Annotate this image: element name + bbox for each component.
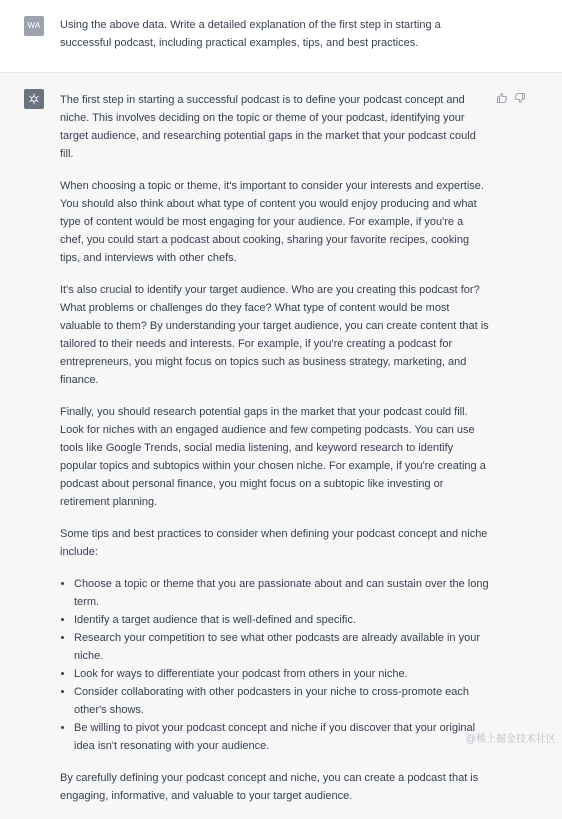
user-avatar: WA [24,16,44,36]
response-paragraph-1: The first step in starting a successful podcast is to define your podcast concept and niche. This involves deciding on the topic or theme of your podcast, identifying your target audience, and researching potential gaps in the market that your podcast could fill. [60,94,476,160]
list-item: • Look for ways to differentiate your podcast from others in your niche. [74,665,490,683]
assistant-avatar [24,89,44,109]
list-item: • Identify a target audience that is well-defined and specific. [74,611,490,629]
list-item: • Consider collaborating with other podcasters in your niche to cross-promote each other's shows. [74,683,490,719]
response-paragraph-5: Some tips and best practices to consider when defining your podcast concept and niche include: [60,528,488,558]
thumbs-up-icon[interactable] [496,91,508,103]
list-item: • Choose a topic or theme that you are passionate about and can sustain over the long term. [74,575,490,611]
thumbs-down-icon[interactable] [514,91,526,103]
assistant-message-row [0,73,562,802]
feedback-buttons [496,91,526,103]
user-message-row [0,0,562,73]
openai-logo-icon [27,92,41,106]
user-prompt-text: Using the above data. Write a detailed explanation of the first step in starting a successful podcast, including practical examples, tips, and best practices. [60,19,441,49]
response-paragraph-4: Finally, you should research potential gaps in the market that your podcast could fill. Look for niches with an engaged audience and few competing podcasts. You can use tools like Google Trends, social media listening, and keyword research to identify popular topics and subtopics within your chosen niche. For example, if you're creating a podcast about personal finance, you might focus on a subtopic like investing or retirement planning. [60,406,486,508]
response-conclusion: By carefully defining your podcast concept and niche, you can create a podcast that is engaging, informative, and valuable to your target audience. [60,772,479,802]
response-paragraph-2: When choosing a topic or theme, it's important to consider your interests and expertise. You should also think about what type of content you would enjoy producing and what type of content would be most engaging for your audience. For example, if you're a chef, you could start a podcast about cooking, sharing your favorite recipes, cooking tips, and interviews with other chefs. [60,180,484,264]
watermark: @稀土掘金技术社区 [465,734,556,745]
list-item: • Research your competition to see what other podcasts are already available in your niche. [74,629,490,665]
tips-list [60,575,490,755]
assistant-response [60,91,490,819]
list-item: • Be willing to pivot your podcast concept and niche if you discover that your original idea isn't resonating with your audience. [74,719,490,755]
response-paragraph-3: It's also crucial to identify your target audience. Who are you creating this podcast for? What problems or challenges do they face? What type of content would be most valuable to them? By understanding your target audience, you can create content that is tailored to their needs and interests. For example, if you're creating a podcast for entrepreneurs, you might focus on topics such as business strategy, marketing, and finance. [60,284,489,386]
